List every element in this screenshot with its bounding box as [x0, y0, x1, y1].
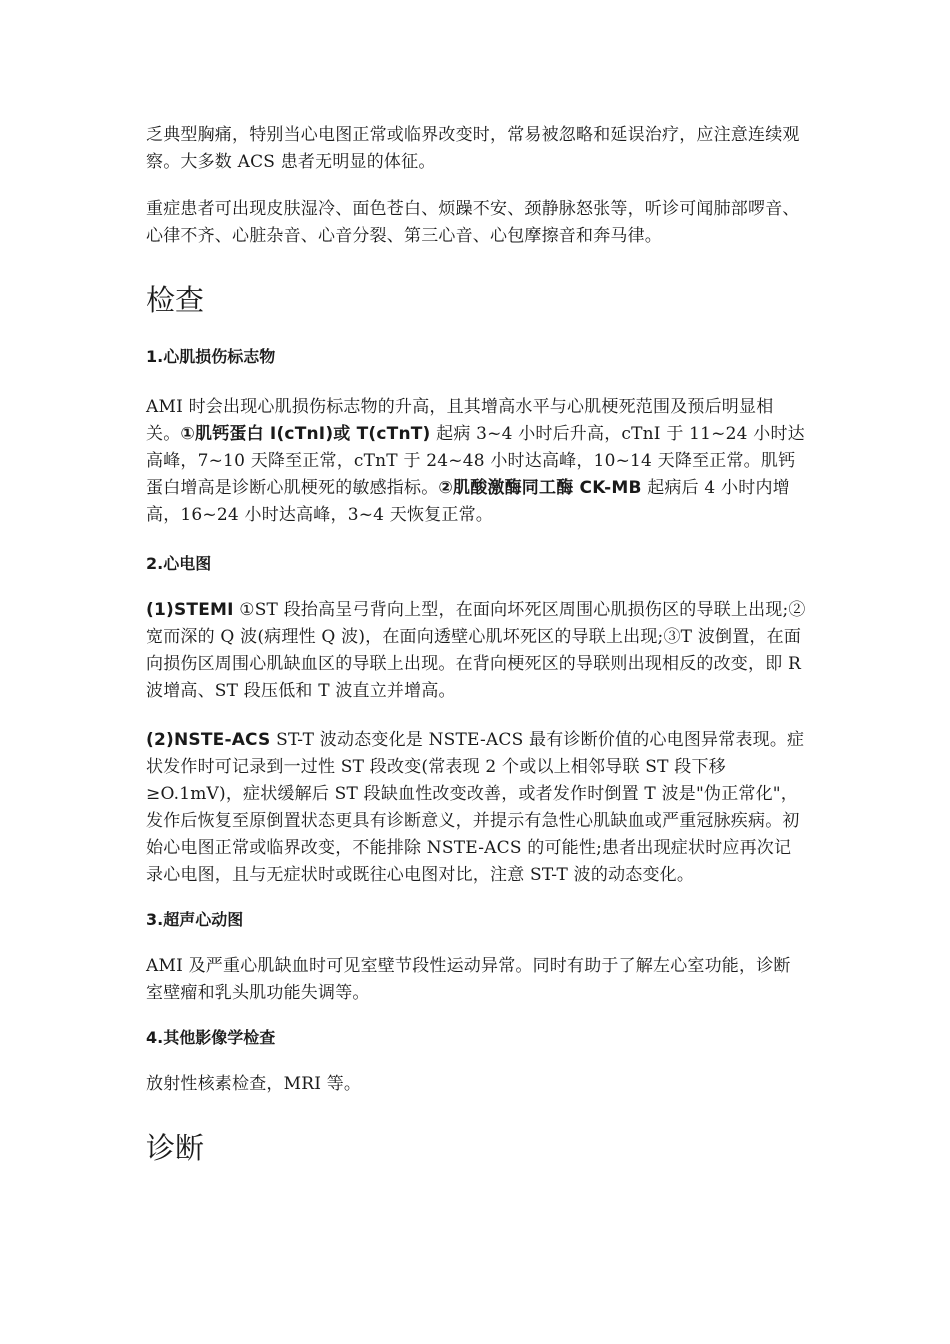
section-imaging-title: 4.其他影像学检查: [146, 1028, 276, 1047]
markers-bold-troponin: ①肌钙蛋白 I(cTnI)或 T(cTnT): [180, 424, 431, 444]
ecg-bold-nste: (2)NSTE-ACS: [146, 730, 271, 750]
ecg-nste-paragraph: [146, 727, 806, 889]
intro-paragraph-1: 乏典型胸痛，特别当心电图正常或临界改变时，常易被忽略和延误治疗，应注意连续观察。大多数 ACS 患者无明显的体征。: [146, 125, 800, 172]
ecg-stemi-paragraph: [146, 597, 806, 705]
markers-text-2: 起病 3~4 小时后升高，cTnI 于 11~24 小时达高峰，7~10 天降至正常，cTnT 于 24~48 小时达高峰，10~14 天降至正常。肌钙蛋白增高是诊断心肌梗死的敏感指标。: [146, 424, 805, 498]
markers-text-3: 起病后 4 小时内增高，16~24 小时达高峰，3~4 天恢复正常。: [146, 478, 790, 525]
ecg-nste-text: ST-T 波动态变化是 NSTE-ACS 最有诊断价值的心电图异常表现。症状发作时可记录到一过性 ST 段改变(常表现 2 个或以上相邻导联 ST 段下移≥O.1mV)，症状缓解后 ST 段缺血性改变改善，或者发作时倒置 T 波是"伪正常化"，发作后恢复至原倒置状态更具有诊断意义，并提示有急性心肌缺血或严重冠脉疾病。初始心电图正常或临界改变，不能排除 NSTE-ACS 的可能性;患者出现症状时应再次记录心电图，且与无症状时或既往心电图对比，注意 ST-T 波的动态变化。: [146, 730, 805, 885]
section-markers-body: [146, 394, 806, 529]
section-imaging-body: 放射性核素检查，MRI 等。: [146, 1074, 362, 1094]
document-page: [146, 122, 806, 1168]
section-echo-body: AMI 及严重心肌缺血时可见室壁节段性运动异常。同时有助于了解左心室功能，诊断室壁瘤和乳头肌功能失调等。: [146, 956, 791, 1003]
ecg-stemi-text: ①ST 段抬高呈弓背向上型，在面向坏死区周围心肌损伤区的导联上出现;② 宽而深的 Q 波(病理性 Q 波)，在面向透壁心肌坏死区的导联上出现;③T 波倒置，在面向损伤区周围心肌缺血区的导联上出现。在背向梗死区的导联则出现相反的改变，即 R 波增高、ST 段压低和 T 波直立并增高。: [146, 600, 806, 701]
markers-text-1: AMI 时会出现心肌损伤标志物的升高，且其增高水平与心肌梗死范围及预后明显相关。: [146, 397, 774, 444]
section-echo-title: 3.超声心动图: [146, 910, 244, 929]
exam-heading: 检查: [146, 283, 205, 317]
diagnosis-heading: 诊断: [146, 1131, 205, 1165]
section-markers-title: 1.心肌损伤标志物: [146, 347, 276, 366]
section-ecg-title: 2.心电图: [146, 554, 212, 573]
ecg-bold-stemi: (1)STEMI: [146, 600, 234, 620]
markers-bold-ckmb: ②肌酸激酶同工酶 CK-MB: [438, 478, 642, 498]
intro-paragraph-2: 重症患者可出现皮肤湿冷、面色苍白、烦躁不安、颈静脉怒张等，听诊可闻肺部啰音、心律不齐、心脏杂音、心音分裂、第三心音、心包摩擦音和奔马律。: [146, 199, 800, 246]
